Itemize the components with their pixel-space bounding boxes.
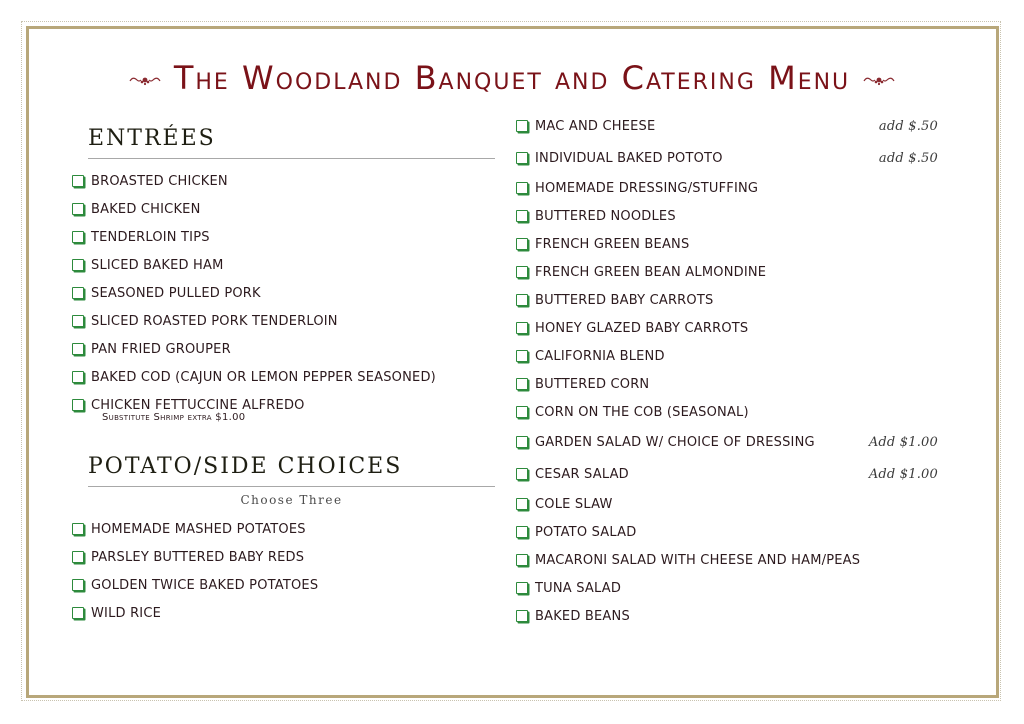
checkbox[interactable] [72,371,84,383]
price-addon: Add $1.00 [868,466,938,482]
title-row [0,56,1024,100]
side-item[interactable] [514,110,944,142]
item-label: GOLDEN TWICE BAKED POTATOES [91,577,319,593]
substitute-note: Substitute Shrimp extra $1.00 [102,412,246,423]
checkbox[interactable] [516,152,528,164]
side-item[interactable] [514,546,944,574]
side-item[interactable] [514,174,944,202]
item-label: FRENCH GREEN BEANS [535,236,690,252]
item-label: FRENCH GREEN BEAN ALMONDINE [535,264,767,280]
item-label: BUTTERED CORN [535,376,650,392]
side-item[interactable] [514,142,944,174]
item-label: PARSLEY BUTTERED BABY REDS [91,549,305,565]
menu-title: The Woodland Banquet and Catering Menu [173,59,851,97]
side-item[interactable] [514,258,944,286]
price-addon: add $.50 [878,118,938,134]
entree-item[interactable] [70,279,495,307]
checkbox[interactable] [516,350,528,362]
side-item[interactable] [514,398,944,426]
checkbox[interactable] [516,406,528,418]
checkbox[interactable] [72,231,84,243]
checkbox[interactable] [516,468,528,480]
entree-item[interactable] [70,335,495,363]
item-label: SEASONED PULLED PORK [91,285,261,301]
side-item[interactable] [70,515,495,543]
item-label: BAKED COD (CAJUN OR LEMON PEPPER SEASONED) [91,369,436,385]
checkbox[interactable] [516,120,528,132]
item-label: HOMEMADE MASHED POTATOES [91,521,306,537]
side-item[interactable] [514,286,944,314]
entree-item[interactable] [70,251,495,279]
side-item[interactable] [514,458,944,490]
item-label: TUNA SALAD [535,580,622,596]
side-item[interactable] [70,599,495,627]
checkbox[interactable] [516,554,528,566]
side-item[interactable] [514,490,944,518]
checkbox[interactable] [72,315,84,327]
potato-sides-heading: POTATO/SIDE CHOICES [88,452,495,487]
item-label: BUTTERED NOODLES [535,208,676,224]
checkbox[interactable] [72,287,84,299]
checkbox[interactable] [72,579,84,591]
checkbox[interactable] [516,238,528,250]
item-label: CHICKEN FETTUCCINE ALFREDO [91,397,305,413]
entree-item[interactable] [70,167,495,195]
item-label: SLICED ROASTED PORK TENDERLOIN [91,313,338,329]
checkbox[interactable] [72,607,84,619]
item-label: CORN ON THE COB (SEASONAL) [535,404,749,420]
checkbox[interactable] [72,343,84,355]
item-label: BROASTED CHICKEN [91,173,228,189]
entree-item[interactable] [70,223,495,251]
entree-item[interactable] [70,195,495,223]
side-item[interactable] [514,518,944,546]
checkbox[interactable] [72,551,84,563]
flourish-left-icon [128,72,162,88]
checkbox[interactable] [72,399,84,411]
item-label: BUTTERED BABY CARROTS [535,292,714,308]
item-label: GARDEN SALAD W/ CHOICE OF DRESSING [535,434,815,450]
side-item[interactable] [514,370,944,398]
checkbox[interactable] [516,436,528,448]
item-label: WILD RICE [91,605,162,621]
checkbox[interactable] [72,523,84,535]
item-label: COLE SLAW [535,496,613,512]
entree-item[interactable] [70,363,495,391]
checkbox[interactable] [516,610,528,622]
flourish-right-icon [862,72,896,88]
side-item[interactable] [514,202,944,230]
item-label: MACARONI SALAD WITH CHEESE AND HAM/PEAS [535,552,861,568]
checkbox[interactable] [516,322,528,334]
item-label: CALIFORNIA BLEND [535,348,665,364]
left-column [70,124,495,627]
item-label: BAKED BEANS [535,608,630,624]
item-label: HOMEMADE DRESSING/STUFFING [535,180,759,196]
checkbox[interactable] [516,182,528,194]
item-label: SLICED BAKED HAM [91,257,224,273]
choose-three-subtitle: Choose Three [240,493,343,507]
side-item[interactable] [70,571,495,599]
checkbox[interactable] [516,526,528,538]
item-label: MAC AND CHEESE [535,118,656,134]
side-item[interactable] [514,342,944,370]
checkbox[interactable] [72,203,84,215]
side-item[interactable] [70,543,495,571]
side-item[interactable] [514,230,944,258]
potato-side-section [70,452,495,627]
side-item[interactable] [514,314,944,342]
item-label: POTATO SALAD [535,524,637,540]
checkbox[interactable] [516,498,528,510]
item-label: TENDERLOIN TIPS [91,229,210,245]
checkbox[interactable] [72,175,84,187]
checkbox[interactable] [516,582,528,594]
right-column [514,110,944,630]
side-item[interactable] [514,574,944,602]
item-label: HONEY GLAZED BABY CARROTS [535,320,749,336]
checkbox[interactable] [516,378,528,390]
checkbox[interactable] [516,210,528,222]
checkbox[interactable] [516,266,528,278]
item-label: BAKED CHICKEN [91,201,201,217]
item-label: INDIVIDUAL BAKED POTOTO [535,150,723,166]
entree-item[interactable] [70,307,495,335]
item-label: PAN FRIED GROUPER [91,341,231,357]
side-item[interactable] [514,426,944,458]
item-label: CESAR SALAD [535,466,629,482]
side-item[interactable] [514,602,944,630]
entrees-heading: ENTRÉES [88,124,495,159]
entrees-list [70,167,495,428]
price-addon: Add $1.00 [868,434,938,450]
price-addon: add $.50 [878,150,938,166]
checkbox[interactable] [516,294,528,306]
checkbox[interactable] [72,259,84,271]
